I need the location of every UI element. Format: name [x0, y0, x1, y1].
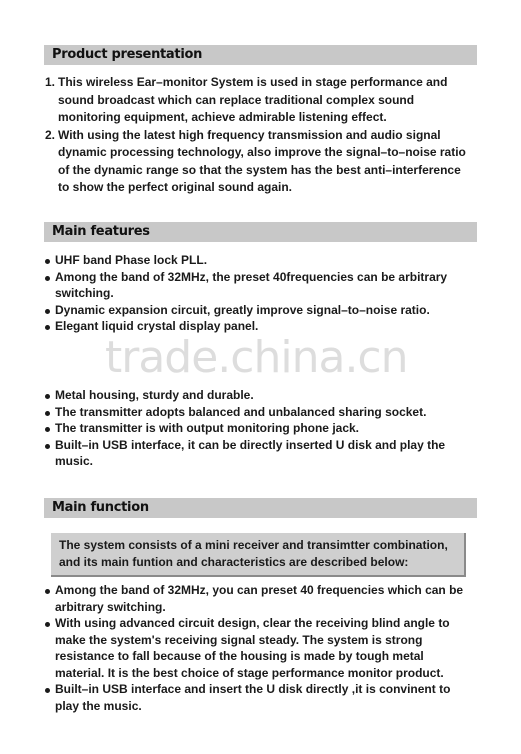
section-title: Main features [52, 224, 150, 239]
section-title: Main function [52, 500, 149, 515]
feature-item: Dynamic expansion circuit, greatly improve signal–to–noise ratio. [44, 302, 472, 319]
item-number: 1. [45, 75, 56, 89]
function-item: Among the band of 32MHz, you can preset 40 frequencies which can be arbitrary switching. [44, 582, 472, 615]
presentation-item-2 [45, 127, 475, 197]
function-summary-text: The system consists of a mini receiver and transimtter combination, and its main funtion and characteristics are described below: [59, 538, 448, 569]
function-item: With using advanced circuit design, clear the receiving blind angle to make the system's receiving signal steady. The system is strong resistance to fall because of the housing is made by tough metal material. It is the best choice of stage performance monitor product. [44, 615, 472, 681]
function-list [44, 582, 472, 714]
section-title: Product presentation [52, 47, 203, 62]
section-header-main-features [44, 222, 477, 242]
section-header-product-presentation [44, 45, 477, 65]
feature-item: Among the band of 32MHz, the preset 40frequencies can be arbitrary switching. [44, 269, 472, 302]
features-list-bottom [44, 387, 472, 470]
watermark: trade.china.cn [105, 332, 408, 383]
section-header-main-function [44, 498, 477, 518]
feature-item: The transmitter adopts balanced and unbalanced sharing socket. [44, 404, 472, 421]
features-list-top [44, 252, 472, 335]
presentation-list [45, 74, 475, 197]
function-item: Built–in USB interface and insert the U disk directly ,it is convinent to play the music. [44, 681, 472, 714]
item-text: With using the latest high frequency transmission and audio signal dynamic processing technology, also improve the signal–to–noise ratio of the dynamic range so that the system has the best anti–interference to show the perfect original sound again. [58, 127, 466, 194]
feature-item: Built–in USB interface, it can be directly inserted U disk and play the music. [44, 437, 472, 470]
item-text: This wireless Ear–monitor System is used in stage performance and sound broadcast which can replace traditional complex sound monitoring equipment, achieve admirable listening effect. [58, 75, 448, 124]
feature-item: UHF band Phase lock PLL. [44, 252, 472, 269]
presentation-item-1 [45, 74, 475, 127]
feature-item: The transmitter is with output monitoring phone jack. [44, 420, 472, 437]
function-summary-box [51, 533, 466, 577]
feature-item: Elegant liquid crystal display panel. [44, 318, 472, 335]
item-number: 2. [45, 127, 56, 142]
feature-item: Metal housing, sturdy and durable. [44, 387, 472, 404]
